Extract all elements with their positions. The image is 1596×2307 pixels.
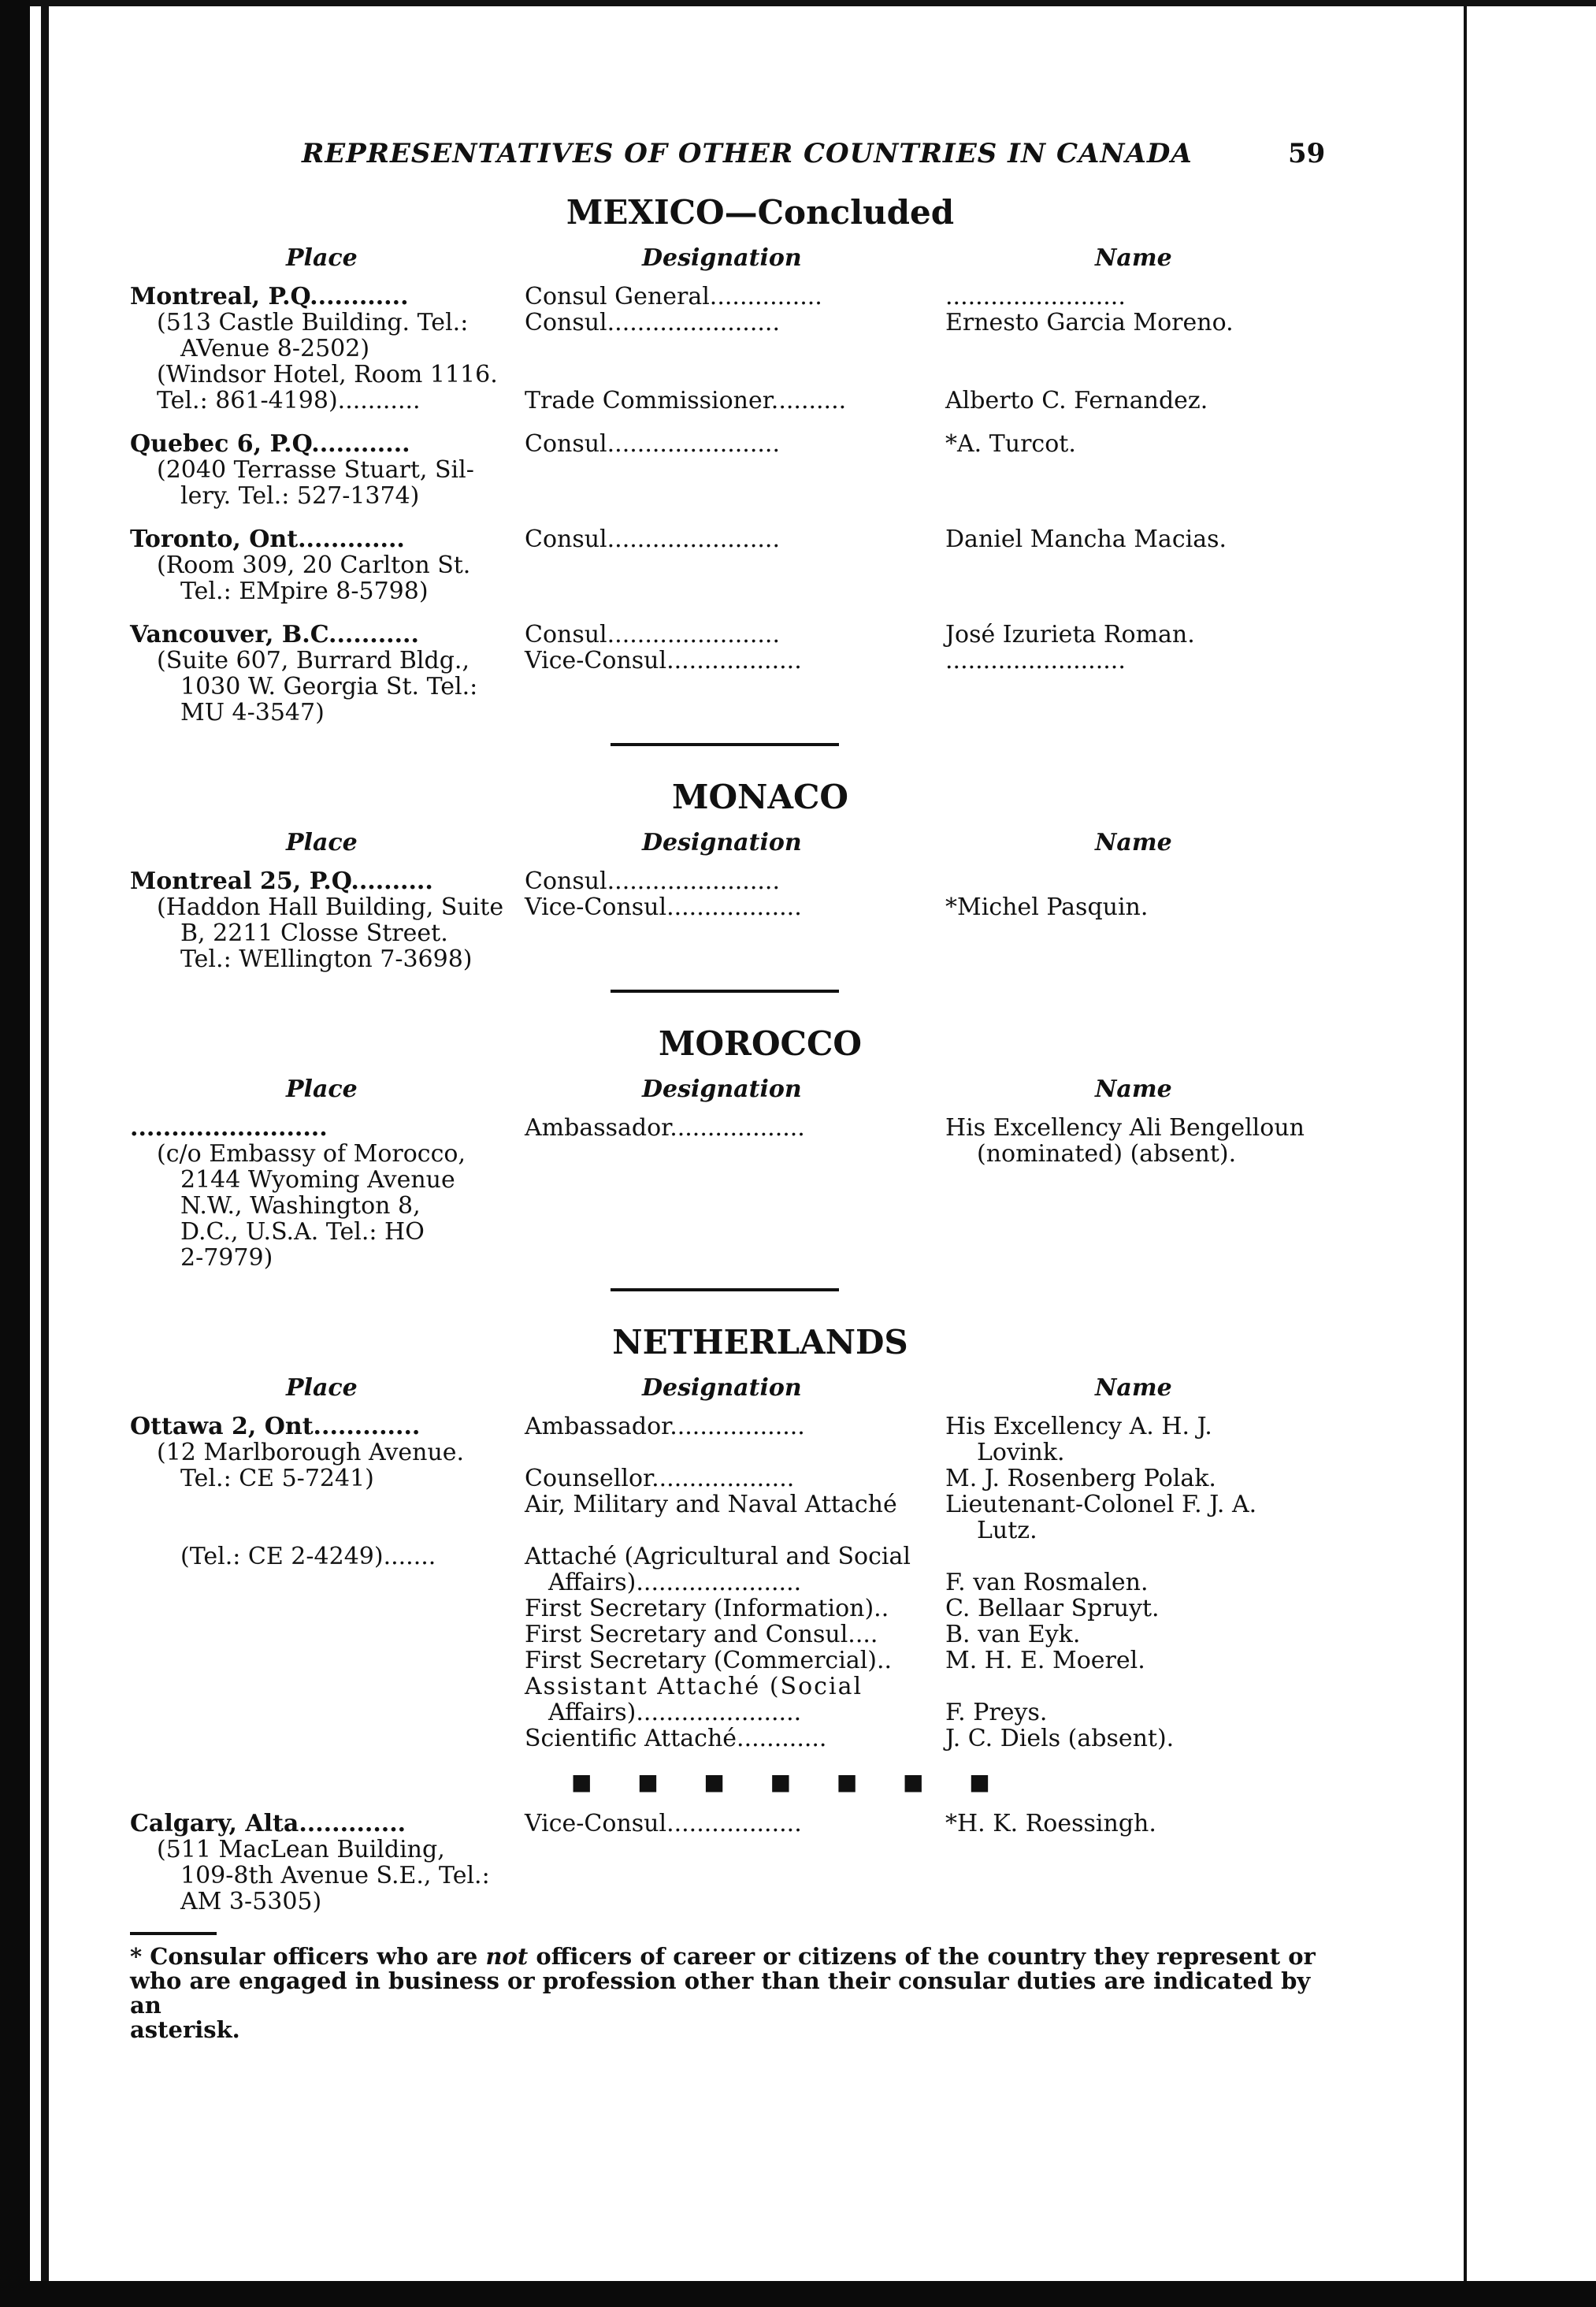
designation: Attaché (Agricultural and Social (525, 1543, 911, 1570)
place-address: AM 3-5305) (180, 1888, 322, 1915)
column-header-place: Place (286, 1374, 358, 1402)
place-address: (513 Castle Building. Tel.: (157, 309, 469, 336)
designation: First Secretary (Information).. (525, 1595, 889, 1622)
place-address: AVenue 8-2502) (180, 335, 370, 362)
entry-monaco-montreal (130, 868, 1327, 972)
name: His Excellency Ali Bengelloun (945, 1114, 1305, 1142)
entry-morocco (130, 1115, 1327, 1271)
entry-netherlands-ottawa (130, 1414, 1327, 1752)
designation: Assistant Attaché (Social (525, 1673, 863, 1700)
name: F. van Rosmalen. (945, 1569, 1149, 1596)
place-address: 2-7979) (180, 1244, 273, 1272)
designation: Ambassador.................. (525, 1114, 805, 1142)
entry-mexico-quebec (130, 431, 1327, 509)
name: *H. K. Roessingh. (945, 1810, 1156, 1837)
name: ........................ (945, 283, 1126, 310)
column-header-place: Place (286, 244, 358, 272)
place-address: N.W., Washington 8, (180, 1192, 421, 1220)
column-headers (130, 244, 1327, 284)
place-address: (Tel.: CE 2-4249)....... (180, 1543, 436, 1570)
column-headers (130, 1374, 1327, 1414)
page-number: 59 (1288, 138, 1326, 169)
designation: Affairs)...................... (548, 1569, 802, 1596)
place-address: Tel.: CE 5-7241) (180, 1465, 374, 1492)
column-headers (130, 829, 1327, 868)
column-headers (130, 1075, 1327, 1115)
place-city: Montreal 25, P.Q.......... (130, 867, 433, 895)
column-header-place: Place (286, 1075, 358, 1103)
name: Lutz. (977, 1517, 1037, 1544)
section-divider (611, 743, 839, 746)
name: J. C. Diels (absent). (945, 1725, 1175, 1752)
designation: Vice-Consul.................. (525, 893, 802, 921)
running-head (130, 138, 1327, 193)
section-separator-dots: ■ ■ ■ ■ ■ ■ ■ (571, 1769, 1009, 1795)
place-address: (Windsor Hotel, Room 1116. (157, 361, 498, 388)
designation: Trade Commissioner.......... (525, 387, 847, 414)
section-heading-mexico: MEXICO—Concluded (566, 193, 955, 232)
column-header-name: Name (1095, 1075, 1172, 1103)
name: Daniel Mancha Macias. (945, 526, 1227, 553)
entry-mexico-vancouver (130, 622, 1327, 726)
page-edge-right (1464, 0, 1467, 2307)
place-address: (c/o Embassy of Morocco, (157, 1140, 466, 1168)
designation: Counsellor................... (525, 1465, 795, 1492)
section-heading-monaco: MONACO (671, 778, 849, 816)
name: Alberto C. Fernandez. (945, 387, 1208, 414)
column-header-place: Place (286, 829, 358, 856)
section-heading-morocco: MOROCCO (658, 1024, 862, 1063)
name: His Excellency A. H. J. (945, 1413, 1212, 1440)
scan-edge-left (0, 0, 30, 2307)
column-header-name: Name (1095, 244, 1172, 272)
place-address: MU 4-3547) (180, 699, 325, 726)
designation: Vice-Consul.................. (525, 647, 802, 674)
place-address: D.C., U.S.A. Tel.: HO (180, 1218, 425, 1246)
column-header-designation: Designation (642, 829, 802, 856)
place-address: 1030 W. Georgia St. Tel.: (180, 673, 478, 700)
place-city: Quebec 6, P.Q............ (130, 430, 410, 458)
place-address: (Suite 607, Burrard Bldg., (157, 647, 470, 674)
footnote-text: officers of career or citizens of the country they represent or (528, 1943, 1316, 1970)
place-address: (2040 Terrasse Stuart, Sil- (157, 456, 474, 484)
footnote-text: asterisk. (130, 2016, 240, 2043)
section-heading-netherlands: NETHERLANDS (612, 1323, 908, 1362)
place-address: (12 Marlborough Avenue. (157, 1439, 465, 1466)
entry-netherlands-calgary (130, 1811, 1327, 1915)
designation: Air, Military and Naval Attaché (525, 1491, 897, 1518)
name: M. H. E. Moerel. (945, 1647, 1145, 1674)
name: B. van Eyk. (945, 1621, 1081, 1648)
designation: First Secretary (Commercial).. (525, 1647, 893, 1674)
designation: Consul General............... (525, 283, 822, 310)
footnote-rule (130, 1932, 217, 1935)
designation: Affairs)...................... (548, 1699, 802, 1726)
document-page (130, 138, 1327, 2042)
designation: First Secretary and Consul.... (525, 1621, 878, 1648)
designation: Consul....................... (525, 621, 780, 648)
footnote-emphasis: not (485, 1943, 529, 1970)
place-address: lery. Tel.: 527-1374) (180, 482, 420, 510)
name: José Izurieta Roman. (945, 621, 1195, 648)
section-divider (611, 990, 839, 993)
place-address: Tel.: 861-4198)........... (157, 387, 421, 414)
designation: Scientific Attaché............ (525, 1725, 827, 1752)
footnote-text: * Consular officers who are (130, 1943, 486, 1970)
place-address: (Haddon Hall Building, Suite (157, 893, 504, 921)
entry-mexico-montreal (130, 284, 1327, 414)
designation: Consul....................... (525, 867, 780, 895)
designation: Consul....................... (525, 309, 780, 336)
name: F. Preys. (945, 1699, 1048, 1726)
place-city: Montreal, P.Q............ (130, 283, 409, 310)
name: Ernesto Garcia Moreno. (945, 309, 1234, 336)
name: *Michel Pasquin. (945, 893, 1149, 921)
place-address: (Room 309, 20 Carlton St. (157, 552, 471, 579)
name: ........................ (945, 647, 1126, 674)
name: Lieutenant-Colonel F. J. A. (945, 1491, 1257, 1518)
place-city: Toronto, Ont............. (130, 526, 405, 553)
designation: Ambassador.................. (525, 1413, 805, 1440)
scan-edge-bottom (0, 2281, 1596, 2307)
column-header-designation: Designation (642, 244, 802, 272)
place-city: Calgary, Alta............. (130, 1810, 406, 1837)
place-city: Vancouver, B.C........... (130, 621, 419, 648)
scan-edge-top (0, 0, 1596, 6)
section-divider (611, 1288, 839, 1291)
name: (nominated) (absent). (977, 1140, 1237, 1168)
designation: Consul....................... (525, 526, 780, 553)
place-address: 2144 Wyoming Avenue (180, 1166, 455, 1194)
place-address: B, 2211 Closse Street. (180, 919, 448, 947)
designation: Vice-Consul.................. (525, 1810, 802, 1837)
running-title: REPRESENTATIVES OF OTHER COUNTRIES IN CANADA (302, 138, 1193, 169)
place-city: ........................ (130, 1114, 328, 1142)
footnote-text: who are engaged in business or profession other than their consular duties are indicated by an (130, 1967, 1311, 2019)
footnote (130, 1945, 1319, 2042)
binding-line (41, 0, 49, 2307)
name: C. Bellaar Spruyt. (945, 1595, 1160, 1622)
place-address: Tel.: EMpire 8-5798) (180, 578, 429, 605)
place-address: (511 MacLean Building, (157, 1836, 445, 1863)
column-header-name: Name (1095, 829, 1172, 856)
column-header-designation: Designation (642, 1075, 802, 1103)
name: *A. Turcot. (945, 430, 1076, 458)
designation: Consul....................... (525, 430, 780, 458)
column-header-name: Name (1095, 1374, 1172, 1402)
name: M. J. Rosenberg Polak. (945, 1465, 1216, 1492)
place-city: Ottawa 2, Ont............. (130, 1413, 421, 1440)
column-header-designation: Designation (642, 1374, 802, 1402)
place-address: Tel.: WEllington 7-3698) (180, 945, 473, 973)
place-address: 109-8th Avenue S.E., Tel.: (180, 1862, 490, 1889)
entry-mexico-toronto (130, 526, 1327, 604)
name: Lovink. (977, 1439, 1065, 1466)
